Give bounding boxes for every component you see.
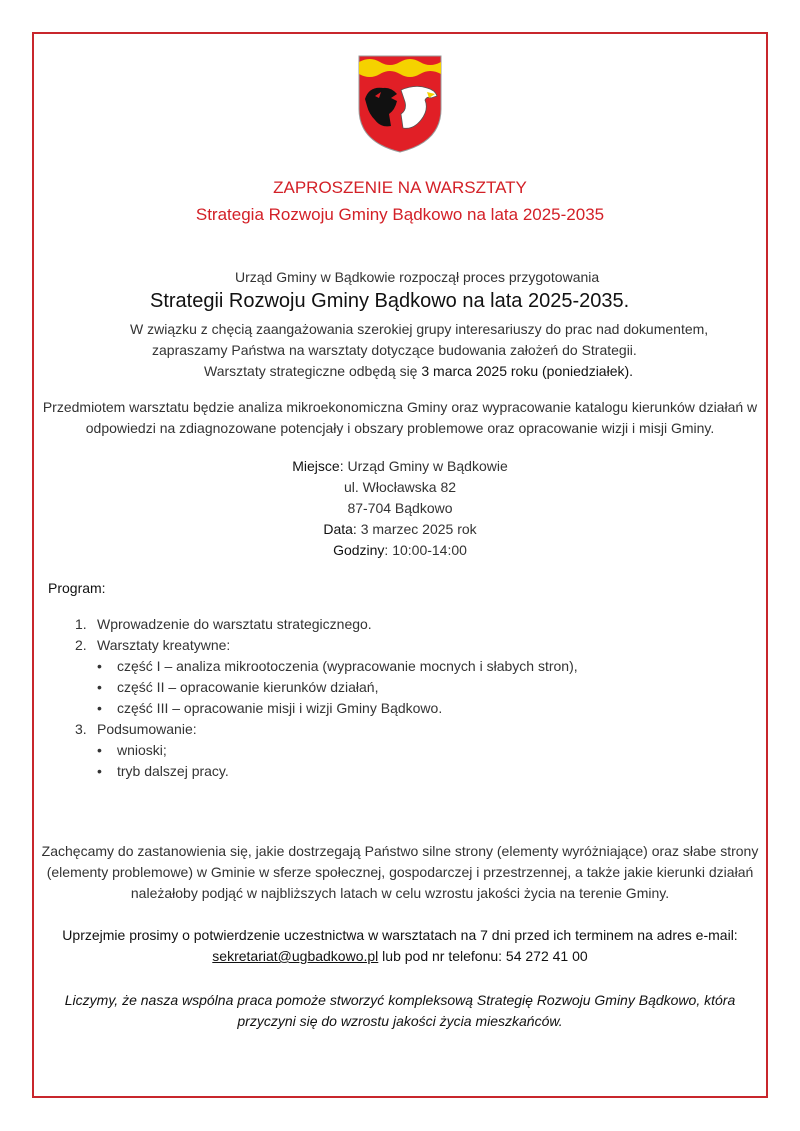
- coat-of-arms-icon: [355, 54, 445, 154]
- bullet-icon: •: [97, 763, 102, 779]
- date-label: Data:: [323, 521, 357, 537]
- sub-item-text: część I – analiza mikrootoczenia (wypracowanie mocnych i słabych stron),: [117, 658, 578, 674]
- subject-paragraph: Przedmiotem warsztatu będzie analiza mikroekonomiczna Gminy oraz wypracowanie katalogu kierunków działań w odpowiedzi na zdiagnozowane potencjały i obszary problemowe oraz opracowanie wizji i misji Gminy.: [42, 399, 758, 436]
- strategy-headline: Strategii Rozwoju Gminy Bądkowo na lata 2025-2035.: [150, 290, 630, 312]
- sub-list-item: [75, 761, 578, 782]
- program-heading: Program:: [48, 580, 106, 596]
- intro-line-3: zapraszamy Państwa na warsztaty dotyczące budowania założeń do Strategii.: [152, 342, 637, 358]
- email-link[interactable]: sekretariat@ugbadkowo.pl: [212, 948, 379, 964]
- list-item: [75, 614, 578, 635]
- bullet-icon: •: [97, 658, 102, 674]
- intro-line-2: W związku z chęcią zaangażowania szerokiej grupy interesariuszy do prac nad dokumentem,: [130, 321, 709, 337]
- list-item: [75, 635, 578, 656]
- sub-list-item: [75, 656, 578, 677]
- list-number: 3.: [75, 721, 87, 737]
- sub-list-item: [75, 698, 578, 719]
- confirmation-request: [40, 925, 760, 967]
- list-item: [75, 719, 578, 740]
- phone-text: lub pod nr telefonu: 54 272 41 00: [378, 948, 588, 964]
- list-number: 2.: [75, 637, 87, 653]
- closing-paragraph: Liczymy, że nasza wspólna praca pomoże stworzyć kompleksową Strategię Rozwoju Gminy Bądkowo, która przyczyni się do wzrostu jakości życia mieszkańców.: [64, 992, 736, 1029]
- intro-line-4: [204, 363, 633, 379]
- sub-list-item: [75, 677, 578, 698]
- list-item-text: Warsztaty kreatywne:: [97, 637, 231, 653]
- postal-address: 87-704 Bądkowo: [347, 500, 453, 516]
- confirmation-line: Uprzejmie prosimy o potwierdzenie uczestnictwa w warsztatach na 7 dni przed ich terminem na adres e-mail:: [62, 927, 738, 943]
- sub-item-text: część III – opracowanie misji i wizji Gminy Bądkowo.: [117, 700, 443, 716]
- place-label: Miejsce:: [292, 458, 344, 474]
- document-title: ZAPROSZENIE NA WARSZTATY: [273, 178, 527, 197]
- bullet-icon: •: [97, 679, 102, 695]
- program-list: [75, 614, 578, 782]
- bullet-icon: •: [97, 700, 102, 716]
- list-number: 1.: [75, 616, 87, 632]
- street-address: ul. Włocławska 82: [343, 479, 457, 495]
- encourage-paragraph: Zachęcamy do zastanowienia się, jakie dostrzegają Państwo silne strony (elementy wyróżniające) oraz słabe strony (elementy problemowe) w Gminie w sferze społecznej, gospodarczej i przestrzennej, a także jakie kierunki działań należałoby podjąć w najbliższych latach w celu wzrostu jakości życia na terenie Gminy.: [41, 843, 759, 901]
- hours-label: Godziny: [333, 542, 385, 558]
- date-value: 3 marzec 2025 rok: [356, 521, 477, 537]
- sub-item-text: wnioski;: [117, 742, 167, 758]
- list-item-text: Podsumowanie:: [97, 721, 197, 737]
- sub-list-item: [75, 740, 578, 761]
- list-item-text: Wprowadzenie do warsztatu strategicznego.: [97, 616, 372, 632]
- intro-line-1: Urząd Gminy w Bądkowie rozpoczął proces przygotowania: [235, 269, 600, 285]
- workshop-date: 3 marca 2025 roku (poniedziałek).: [421, 363, 634, 379]
- hours-value: : 10:00-14:00: [384, 542, 467, 558]
- intro-line-4-prefix: Warsztaty strategiczne odbędą się: [204, 363, 422, 379]
- place-value: Urząd Gminy w Bądkowie: [343, 458, 508, 474]
- sub-item-text: część II – opracowanie kierunków działań,: [117, 679, 379, 695]
- event-details: [0, 456, 800, 561]
- document-subtitle: Strategia Rozwoju Gminy Bądkowo na lata 2025-2035: [195, 205, 605, 224]
- bullet-icon: •: [97, 742, 102, 758]
- sub-item-text: tryb dalszej pracy.: [117, 763, 229, 779]
